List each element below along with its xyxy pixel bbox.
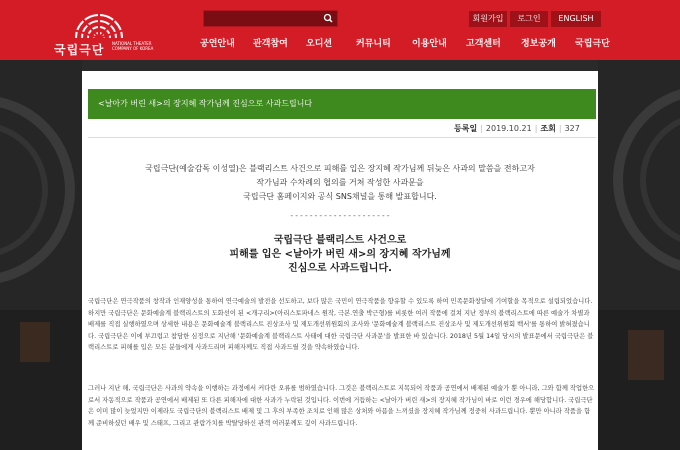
date-label: 등록일 [454, 124, 478, 133]
views-label: 조회 [540, 124, 556, 133]
site-logo[interactable] [54, 8, 154, 56]
english-link[interactable]: ENGLISH [551, 11, 601, 27]
dashed-divider: --------------------- [289, 211, 391, 220]
background-page-right [598, 60, 680, 450]
background-decoration-icon [0, 60, 82, 450]
body-paragraph: 그러나 지난 해, 국립극단은 사과의 약속을 이행하는 과정에서 커다란 오류를 범하였습니다. 그것은 블랙리스트로 지목되어 작품과 공연에서 배제된 예술가 뿐 아니라, 그와 함께 작업한으로서 자동적으로 작품과 공연에서 배제된 또 다른 피해자에 대한 사과가 누락된 것입니다. 이번에 거듭하는 <날아가 버린 새>의 장지혜 작가님이 바로 이런 경우에 해당합니다. 국립극단은 이미 많이 늦었지만 이제라도 국립극단의 블랙리스트 배제 및 그 후의 부족한 조치로 인해 많은 상처와 아픔을 느끼셨을 장지혜 작가님께 정중히 사과드립니다. 뿐만 아니라 작품을 함께 준비하셨던 배우 및 스태프, 그리고 관람가치를 박탈당하신 관객 여러분께도 깊이 사과드립니다. [88, 385, 595, 427]
views-value: 327 [564, 124, 580, 133]
nav-item-community[interactable]: 커뮤니티 [356, 39, 391, 49]
notice-title: <날아가 버린 새>의 장지혜 작가님께 진심으로 사과드립니다 [88, 89, 596, 119]
nav-item-audition[interactable]: 오디션 [306, 39, 333, 49]
background-page-left [0, 60, 82, 450]
main-nav [190, 36, 610, 52]
intro-text [102, 162, 578, 204]
nav-item-company[interactable]: 국립극단 [575, 39, 610, 49]
notice-panel [82, 71, 598, 450]
headline-line: 진심으로 사과드립니다. [288, 263, 392, 274]
nav-item-customer-center[interactable]: 고객센터 [466, 39, 501, 49]
divider [88, 137, 596, 138]
date-value: 2019.10.21 [485, 124, 532, 133]
intro-line: 작가님과 수차례의 협의를 거쳐 작성한 사과문을 [256, 178, 424, 187]
logo-english-text: NATIONAL THEATER COMPANY OF KOREA [112, 41, 154, 51]
search-input[interactable] [204, 11, 320, 26]
search-icon [320, 11, 337, 26]
nav-item-disclosure[interactable]: 정보공개 [521, 39, 556, 49]
nav-item-guide[interactable]: 이용안내 [412, 39, 447, 49]
nav-item-audience[interactable]: 관객참여 [253, 39, 288, 49]
background-decoration-icon [598, 60, 680, 450]
nav-item-performances[interactable]: 공연안내 [200, 39, 235, 49]
headline-line: 국립극단 블랙리스트 사건으로 [273, 235, 407, 246]
search-button[interactable] [320, 11, 337, 26]
logo-mark-icon [70, 8, 128, 40]
headline-line: 피해를 입은 <날아가 버린 새>의 장지혜 작가님께 [229, 249, 451, 260]
intro-line: 국립극단 홈페이지와 공식 SNS채널을 통해 발표합니다. [243, 192, 437, 201]
intro-line: 국립극단(예술감독 이성열)은 블랙리스트 사건으로 피해를 입은 장지혜 작가님께 뒤늦은 사과의 말씀을 전하고자 [145, 164, 535, 173]
body-paragraph: 국립극단은 연극작품의 창작과 인재양성을 통하여 연극예술의 발전을 선도하고, 보다 많은 국민이 연극작품을 향유할 수 있도록 하여 민족문화창달에 기여할을 목적으로 설립되었습니다. 하지만 국립극단은 문화예술계 블랙리스트의 도화선이 된 <개구리>(아리스토파네스 원작, 극본.연출 박근형)를 비롯한 여러 작품에 걸쳐 지난 정부의 블랙리스트에 따른 예술가 차별과 배제를 직접 실행하였으며 상세한 내용은 문화예술계 블랙리스트 진상조사 및 제도개선위원회의 조사와 '문화예술계 블랙리스트 진상조사 및 제도개선위원회 백서'를 통하여 밝혀졌습니다. 국립극단은 이에 부끄럽고 참담한 심정으로 지난해 '문화예술계 블랙리스트 사태에 대한 국립극단 사과문'을 발표한 바 있습니다. 2018년 5월 14일 당시의 발표문에서 국립극단은 블랙리스트로 피해를 입은 모든 분들에게 사과드리며 피해자께도 직접 사과드릴 것을 약속하였습니다. [88, 298, 594, 351]
apology-headline [102, 234, 578, 276]
search-box [203, 10, 338, 27]
logo-korean-text: 국립극단 [54, 43, 105, 57]
join-link[interactable]: 회원가입 [469, 11, 507, 27]
notice-meta: 등록일 | 2019.10.21 | 조회 | 327 [454, 124, 580, 133]
login-link[interactable]: 로그인 [510, 11, 548, 27]
site-header [0, 0, 680, 60]
